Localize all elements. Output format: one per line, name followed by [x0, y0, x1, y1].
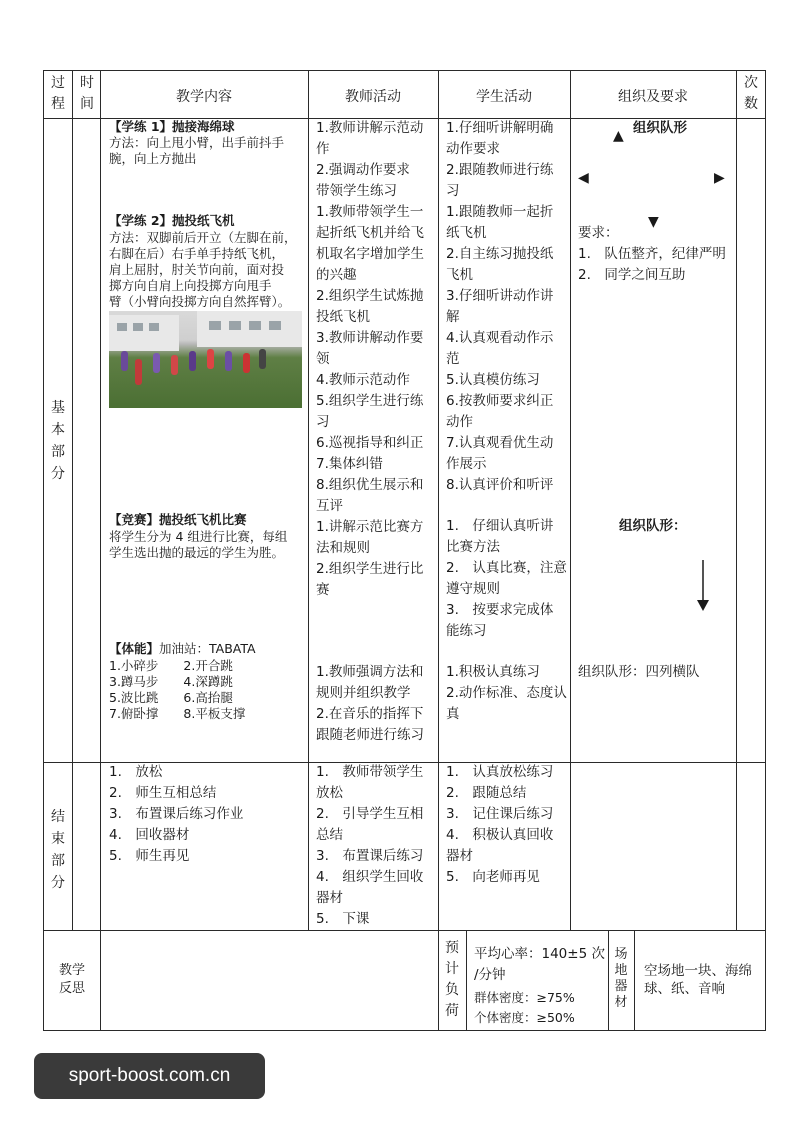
section-basic-label: 基 本 部 分	[51, 400, 65, 482]
header-process: 过 程	[51, 75, 65, 112]
header-content: 教学内容	[176, 89, 232, 105]
reflection-label: 教学 反思	[58, 963, 85, 996]
formation-title-2: 组织队形：	[619, 518, 687, 534]
triangle-left-icon: ◀	[578, 170, 589, 186]
requirements-label: 要求：	[578, 225, 619, 241]
competition-title: 【竞赛】抛投纸飞机比赛	[109, 512, 247, 527]
practice-1-title: 【学练 1】抛接海绵球	[109, 119, 235, 134]
formation-text: 组织队形：四列横队	[578, 664, 700, 680]
formation-title: 组织队形	[633, 120, 687, 136]
section-end-label: 结 束 部 分	[51, 809, 65, 891]
triangle-up-icon: ▲	[613, 128, 624, 144]
watermark-badge: sport-boost.com.cn	[34, 1053, 265, 1099]
requirement-item: 1. 队伍整齐，纪律严明	[578, 246, 726, 262]
venue-label: 场 地 器 材	[614, 947, 628, 1010]
requirement-item: 2. 同学之间互助	[578, 267, 686, 283]
load-label: 预 计 负 荷	[445, 940, 459, 1019]
arrow-down-icon	[696, 560, 710, 612]
header-organization: 组织及要求	[618, 89, 688, 105]
header-teacher: 教师活动	[345, 89, 401, 105]
triangle-down-icon: ▼	[648, 214, 659, 230]
header-student: 学生活动	[476, 89, 532, 105]
fitness-title: 【体能】加油站：TABATA	[109, 641, 256, 656]
triangle-right-icon: ▶	[714, 170, 725, 186]
header-count: 次 数	[744, 75, 758, 112]
header-time: 时 间	[80, 75, 94, 112]
practice-2-title: 【学练 2】抛投纸飞机	[109, 213, 235, 228]
class-photo	[109, 311, 302, 408]
